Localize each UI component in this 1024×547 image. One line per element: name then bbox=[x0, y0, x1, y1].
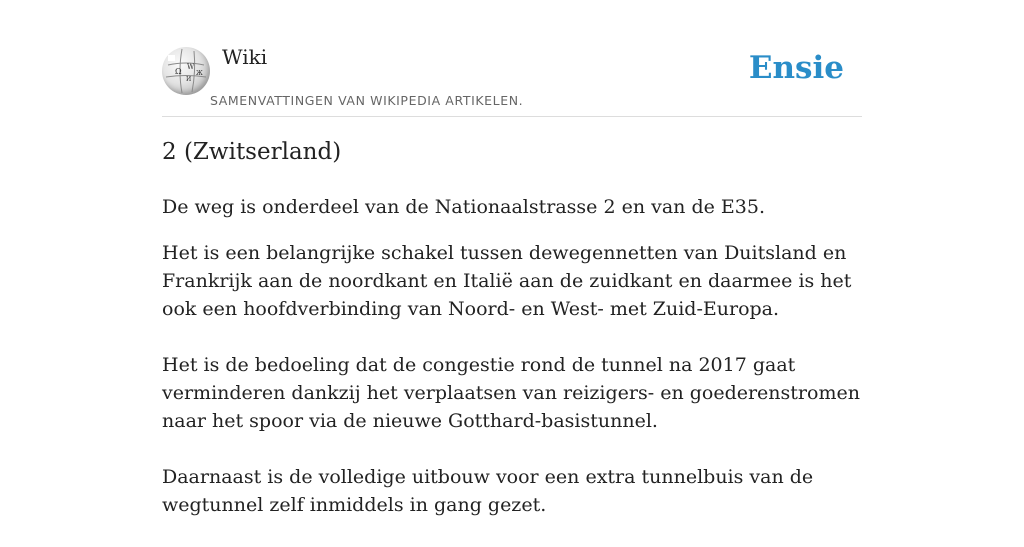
svg-text:Ω: Ω bbox=[175, 67, 182, 76]
page bbox=[162, 0, 862, 516]
wikipedia-globe-icon[interactable] bbox=[162, 47, 210, 95]
site-tagline: SAMENVATTINGEN VAN WIKIPEDIA ARTIKELEN. bbox=[210, 93, 524, 108]
svg-text:W: W bbox=[187, 63, 195, 71]
brand-logo-link[interactable]: Ensie bbox=[748, 50, 844, 86]
svg-text:Ж: Ж bbox=[196, 70, 203, 77]
site-name[interactable]: Wiki bbox=[222, 45, 268, 69]
globe-puzzle-lines bbox=[162, 47, 210, 95]
article-title: 2 (Zwitserland) bbox=[162, 139, 342, 165]
article-body bbox=[162, 239, 862, 547]
article-paragraph: Het is een belangrijke schakel tussen dewegennetten van Duitsland en Frankrijk aan de noordkant en Italië aan de zuidkant en daarmee is het ook een hoofdverbinding van Noord- en West- met Zuid-Europa. bbox=[162, 242, 852, 320]
article-lead: De weg is onderdeel van de Nationaalstrasse 2 en van de E35. bbox=[162, 196, 765, 218]
article-paragraph: Het is de bedoeling dat de congestie rond de tunnel na 2017 gaat verminderen dankzij het verplaatsen van reizigers- en goederenstromen naar het spoor via de nieuwe Gotthard-basistunnel. bbox=[162, 354, 860, 432]
site-header bbox=[162, 0, 862, 117]
article-paragraph: Daarnaast is de volledige uitbouw voor een extra tunnelbuis van de wegtunnel zelf inmiddels in gang gezet. bbox=[162, 466, 814, 516]
svg-text:И: И bbox=[186, 76, 192, 83]
